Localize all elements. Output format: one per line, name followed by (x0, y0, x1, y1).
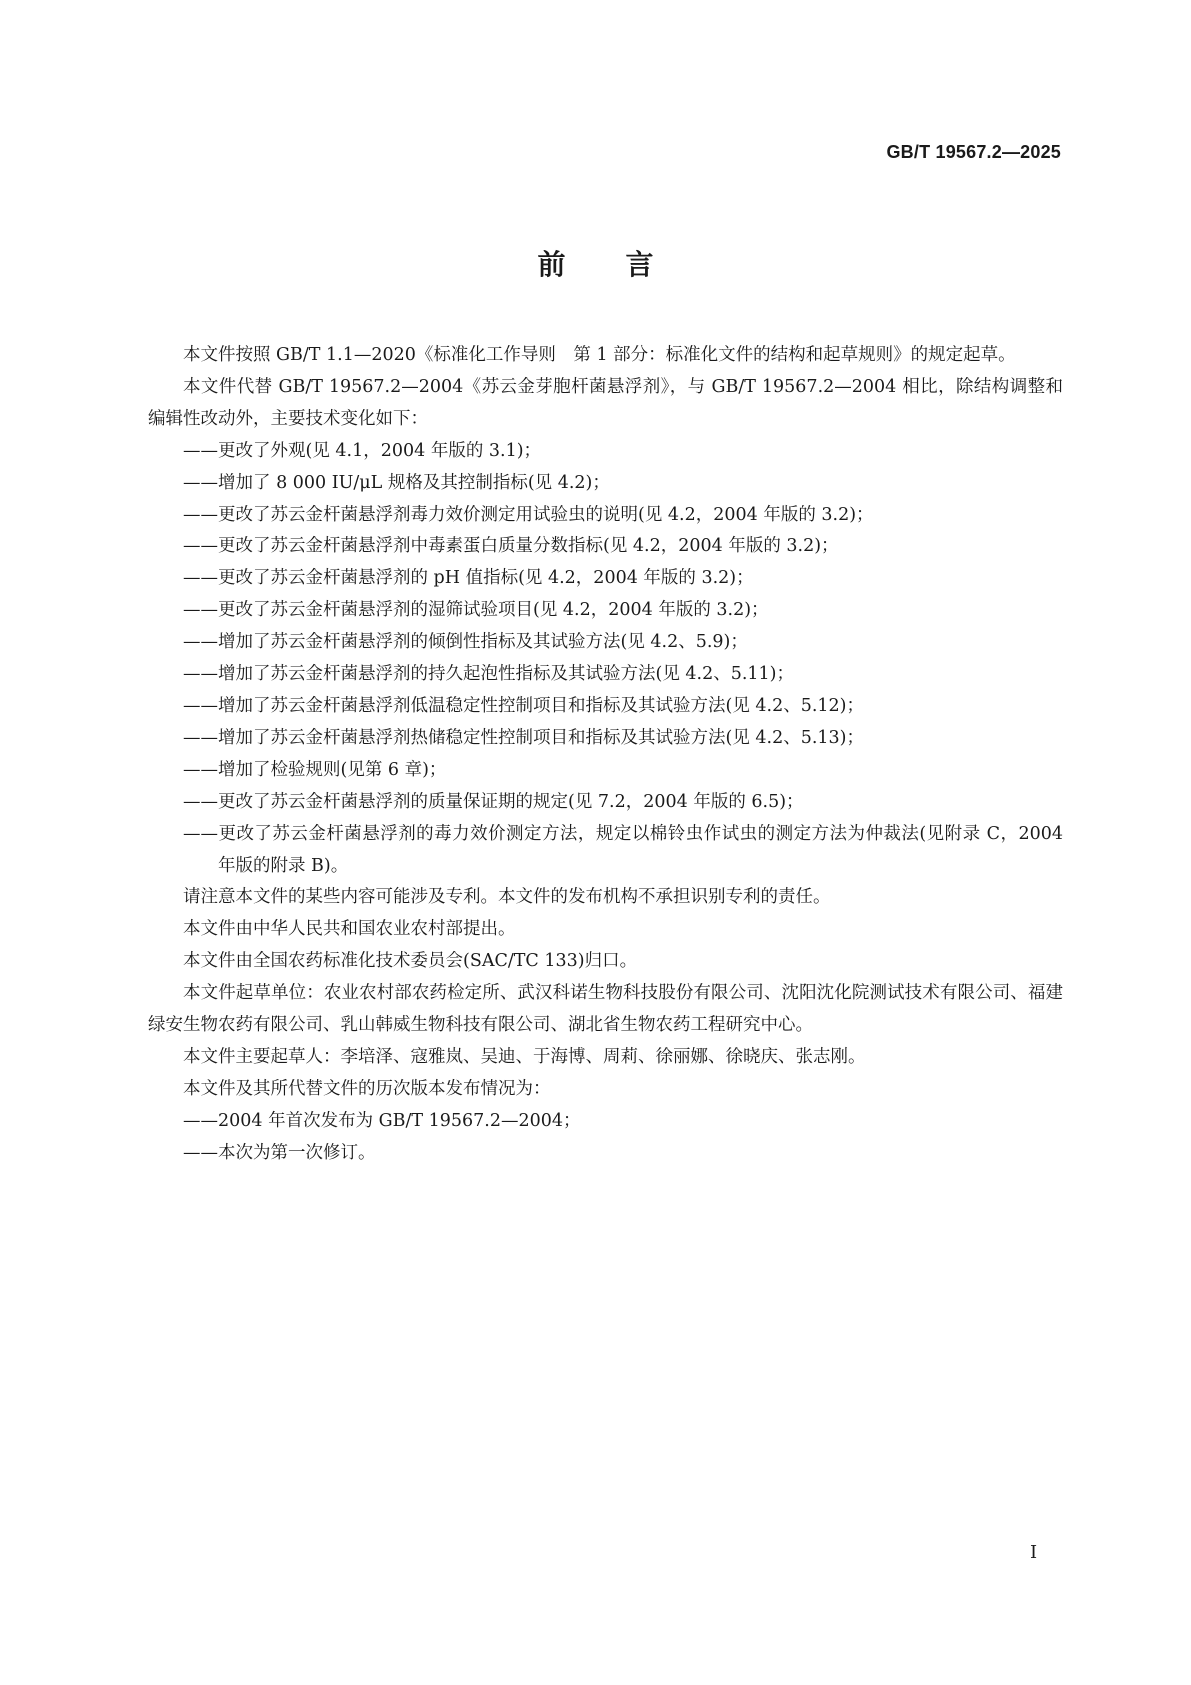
history-item: ——本次为第一次修订。 (183, 1142, 376, 1163)
change-item: ——更改了苏云金杆菌悬浮剂毒力效价测定用试验虫的说明(见 4.2，2004 年版的 3.2)； (183, 504, 874, 525)
version-history-intro: 本文件及其所代替文件的历次版本发布情况为： (183, 1078, 551, 1099)
change-item: ——增加了苏云金杆菌悬浮剂的倾倒性指标及其试验方法(见 4.2、5.9)； (183, 632, 748, 653)
change-item: ——增加了检验规则(见第 6 章)； (183, 759, 447, 780)
change-item: ——更改了苏云金杆菌悬浮剂的 pH 值指标(见 4.2，2004 年版的 3.2)； (183, 568, 754, 589)
proposer-statement: 本文件由中华人民共和国农业农村部提出。 (183, 919, 516, 940)
intro-paragraph: 本文件按照 GB/T 1.1—2020《标准化工作导则 第 1 部分：标准化文件的结构和起草规则》的规定起草。 (183, 345, 1016, 365)
change-item: ——增加了苏云金杆菌悬浮剂的持久起泡性指标及其试验方法(见 4.2、5.11)； (183, 664, 795, 685)
change-item: ——更改了苏云金杆菌悬浮剂的湿筛试验项目(见 4.2，2004 年版的 3.2)； (183, 600, 769, 621)
intro-paragraph: 本文件代替 GB/T 19567.2—2004《苏云金芽胞杆菌悬浮剂》，与 GB/T 19567.2—2004 相比，除结构调整和编辑性改动外，主要技术变化如下： (148, 376, 1063, 429)
drafting-organizations: 本文件起草单位：农业农村部农药检定所、武汉科诺生物科技股份有限公司、沈阳沈化院测试技术有限公司、福建绿安生物农药有限公司、乳山韩威生物科技有限公司、湖北省生物农药工程研究中心。 (148, 983, 1063, 1036)
document-code: GB/T 19567.2—2025 (886, 142, 1061, 162)
change-item: ——更改了苏云金杆菌悬浮剂的毒力效价测定方法，规定以棉铃虫作试虫的测定方法为仲裁法(见附录 C，2004 年版的附录 B)。 (183, 823, 1063, 876)
change-item: ——增加了 8 000 IU/μL 规格及其控制指标(见 4.2)； (183, 472, 610, 493)
foreword-body (148, 340, 1063, 1170)
page-title: 前言 (537, 248, 714, 281)
change-item: ——增加了苏云金杆菌悬浮剂低温稳定性控制项目和指标及其试验方法(见 4.2、5.12)； (183, 695, 865, 716)
history-item: ——2004 年首次发布为 GB/T 19567.2—2004； (183, 1110, 581, 1131)
committee-statement: 本文件由全国农药标准化技术委员会(SAC/TC 133)归口。 (183, 951, 638, 972)
drafters: 本文件主要起草人：李培泽、寇雅岚、吴迪、于海博、周莉、徐丽娜、徐晓庆、张志刚。 (183, 1046, 866, 1067)
patent-notice: 请注意本文件的某些内容可能涉及专利。本文件的发布机构不承担识别专利的责任。 (183, 887, 831, 908)
change-item: ——更改了外观(见 4.1，2004 年版的 3.1)； (183, 440, 542, 461)
change-item: ——更改了苏云金杆菌悬浮剂的质量保证期的规定(见 7.2，2004 年版的 6.5)； (183, 791, 804, 812)
change-item: ——更改了苏云金杆菌悬浮剂中毒素蛋白质量分数指标(见 4.2，2004 年版的 3.2)； (183, 536, 839, 557)
change-item: ——增加了苏云金杆菌悬浮剂热储稳定性控制项目和指标及其试验方法(见 4.2、5.13)； (183, 727, 865, 748)
page-number: I (1030, 1542, 1038, 1563)
